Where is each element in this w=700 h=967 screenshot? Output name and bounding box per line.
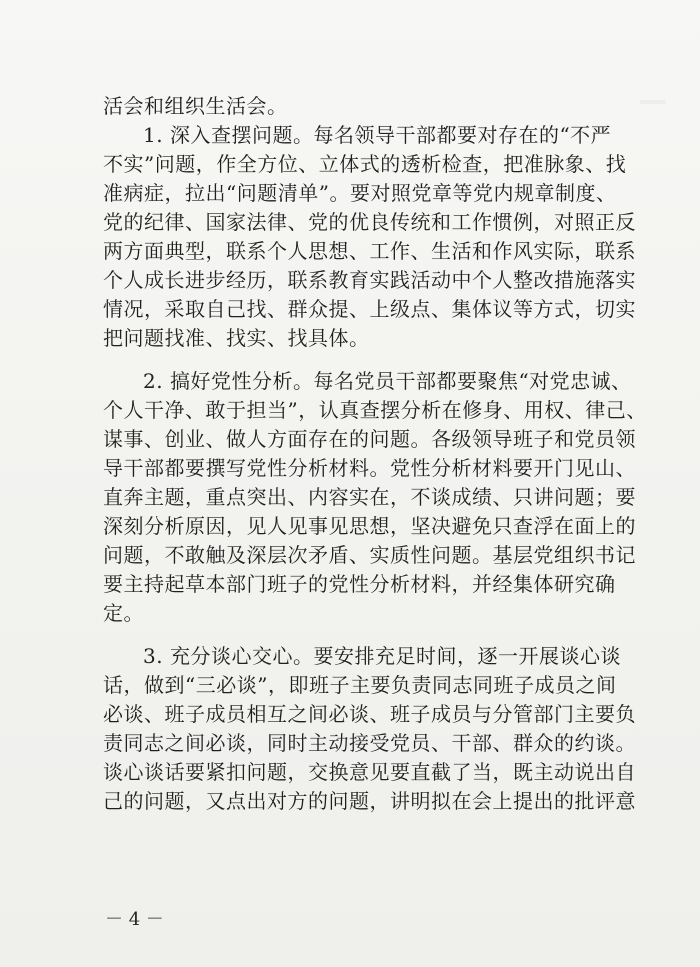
section-2-line-5: 直奔主题，重点突出、内容实在，不谈成绩、只讲问题；要 xyxy=(103,485,636,509)
section-1-line-3: 准病症，拉出“问题清单”。要对照党章等党内规章制度、 xyxy=(103,181,617,205)
section-2-line-6: 深刻分析原因，见人见事见思想，坚决避免只查浮在面上的 xyxy=(103,514,636,538)
section-2-line-8: 要主持起草本部门班子的党性分析材料，并经集体研究确 xyxy=(103,572,616,596)
section-1-line-4: 党的纪律、国家法律、党的优良传统和工作惯例，对照正反 xyxy=(103,210,636,234)
section-2-line-7: 问题，不敢触及深层次矛盾、实质性问题。基层党组织书记 xyxy=(103,543,636,567)
section-1-line-5: 两方面典型，联系个人思想、工作、生活和作风实际，联系 xyxy=(103,239,636,263)
section-3-line-5: 谈心谈话要紧扣问题，交换意见要直截了当，既主动说出自 xyxy=(103,760,636,784)
section-3-line-2: 话，做到“三必谈”，即班子主要负责同志同班子成员之间 xyxy=(103,673,617,697)
body-line-1: 活会和组织生活会。 xyxy=(103,94,288,118)
section-3-line-3: 必谈、班子成员相互之间必谈、班子成员与分管部门主要负 xyxy=(103,702,636,726)
page-number: － 4 － xyxy=(105,909,164,930)
section-3-line-1: 3. 充分谈心交心。要安排充足时间，逐一开展谈心谈 xyxy=(143,644,621,668)
section-2-line-4: 导干部都要撰写党性分析材料。党性分析材料要开门见山、 xyxy=(103,456,636,480)
section-2-line-1: 2. 搞好党性分析。每名党员干部都要聚焦“对党忠诚、 xyxy=(143,369,632,393)
section-1-line-6: 个人成长进步经历，联系教育实践活动中个人整改措施落实 xyxy=(103,268,636,292)
document-body xyxy=(103,92,647,816)
section-2-line-2: 个人干净、敢于担当”，认真查摆分析在修身、用权、律己、 xyxy=(103,398,647,422)
section-3-line-4: 责同志之间必谈，同时主动接受党员、干部、群众的约谈。 xyxy=(103,731,636,755)
section-1-line-7: 情况，采取自己找、群众提、上级点、集体议等方式，切实 xyxy=(103,297,636,321)
section-1-line-1: 1. 深入查摆问题。每名领导干部都要对存在的“不严 xyxy=(143,123,612,147)
section-3-line-6: 己的问题，又点出对方的问题，讲明拟在会上提出的批评意 xyxy=(103,789,636,813)
scan-mark xyxy=(640,100,666,104)
section-2-line-3: 谋事、创业、做人方面存在的问题。各级领导班子和党员领 xyxy=(103,427,636,451)
section-1-line-2: 不实”问题，作全方位、立体式的透析检查，把准脉象、找 xyxy=(103,152,627,176)
section-2-line-9: 定。 xyxy=(103,601,144,625)
section-1-line-8: 把问题找准、找实、找具体。 xyxy=(103,326,370,350)
